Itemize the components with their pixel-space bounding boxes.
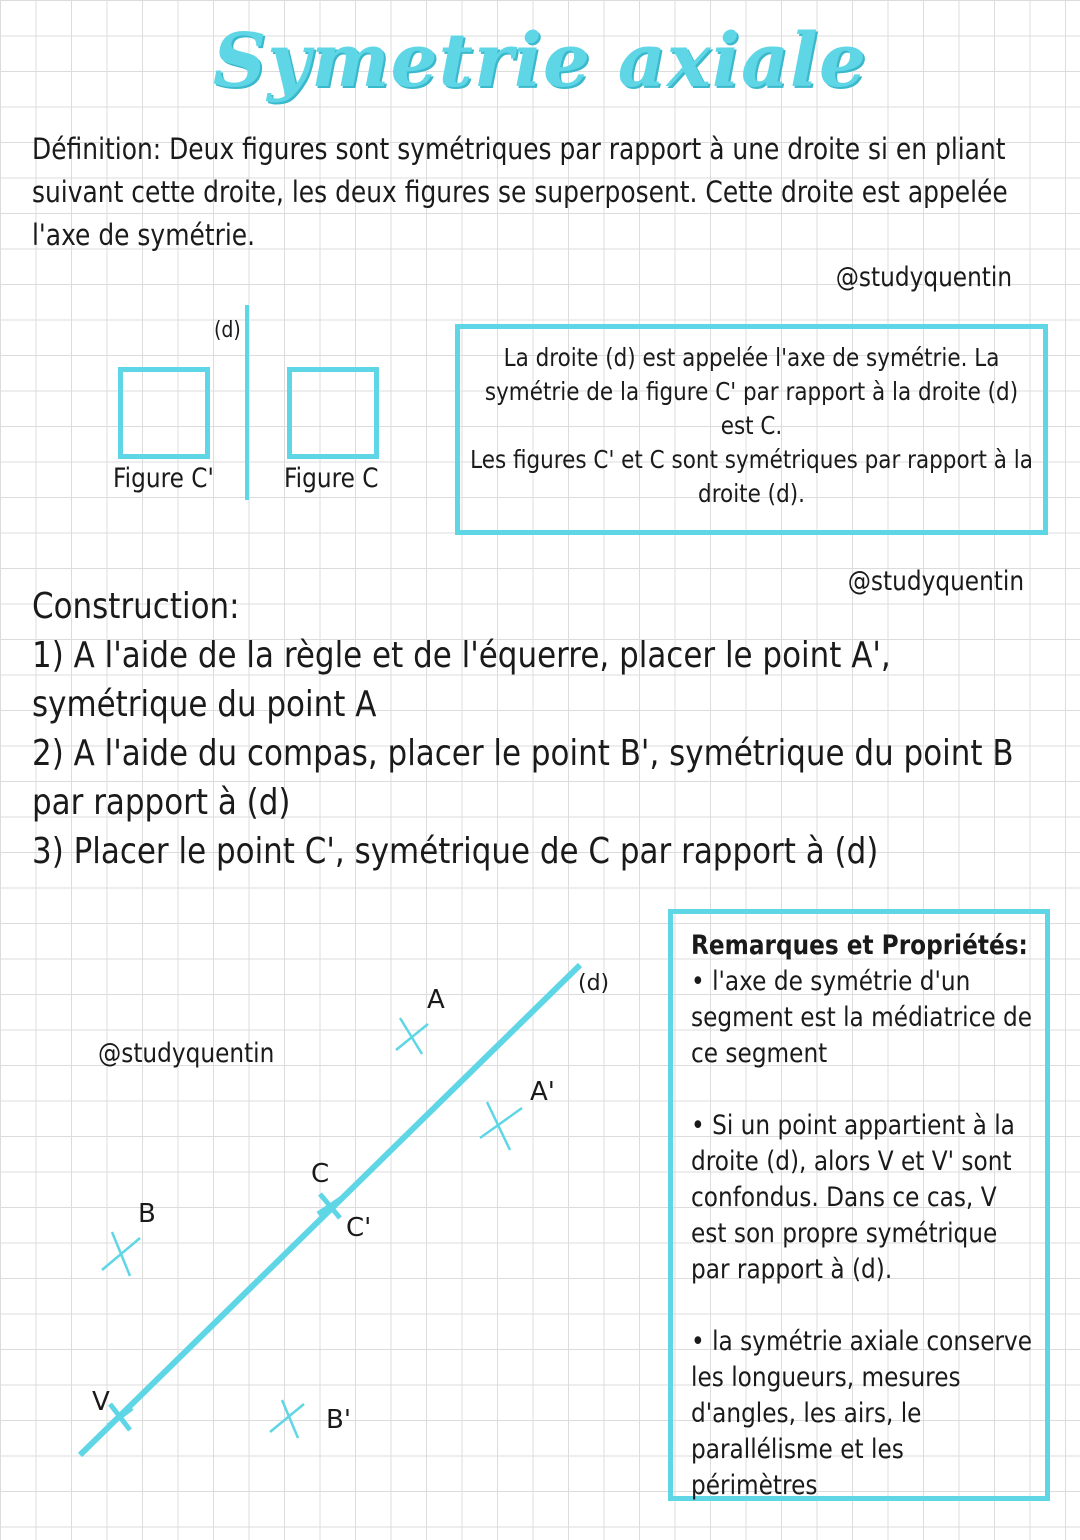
cross-a (396, 1018, 428, 1054)
watermark-2: @studyquentin (847, 566, 1024, 597)
page-title: Symetrie axiale (212, 18, 868, 104)
watermark-3: @studyquentin (98, 1038, 275, 1069)
label-v: V (92, 1387, 110, 1417)
construction-heading: Construction: (32, 586, 240, 627)
label-b: B (138, 1199, 156, 1229)
remark-item-3: • la symétrie axiale conserve les longueurs, mesures d'angles, les airs, le parallélisme et les périmètres (691, 1326, 1033, 1501)
label-a-prime: A' (530, 1077, 555, 1107)
definition-text: Définition: Deux figures sont symétriques par rapport à une droite si en pliant suivant cette droite, les deux figures se superposent. Cette droite est appelée l'axe de symétrie. (32, 132, 1008, 252)
box-text-1: La droite (d) est appelée l'axe de symétrie. La symétrie de la figure C' par rapport à la droite (d) est C. (484, 343, 1019, 440)
figure-c-label: Figure C (284, 463, 379, 494)
label-c: C (311, 1159, 330, 1189)
box-text-2: Les figures C' et C sont symétriques par rapport à la droite (d). (470, 445, 1033, 508)
cross-v (108, 1404, 132, 1430)
remarks-box (668, 909, 1050, 1501)
cross-c (318, 1194, 342, 1218)
construction-step-2: 2) A l'aide du compas, placer le point B', symétrique du point B par rapport à (d) (32, 733, 1014, 823)
watermark-1: @studyquentin (835, 262, 1012, 293)
cross-b-prime (270, 1400, 304, 1438)
remark-item-2: • Si un point appartient à la droite (d), alors V et V' sont confondus. Dans ce cas, V est son propre symétrique par rapport à (d). (691, 1110, 1015, 1285)
label-axis-d: (d) (578, 971, 610, 996)
axis-label: (d) (214, 318, 241, 343)
construction-step-3: 3) Placer le point C', symétrique de C par rapport à (d) (32, 831, 879, 872)
cross-b (102, 1232, 140, 1276)
figure-c-prime-label: Figure C' (113, 463, 214, 494)
remarks-heading: Remarques et Propriétés: (691, 930, 1028, 961)
label-a: A (427, 985, 445, 1015)
remark-item-1: • l'axe de symétrie d'un segment est la médiatrice de ce segment (691, 966, 1033, 1069)
cross-a-prime (480, 1102, 522, 1150)
label-c-prime: C' (346, 1213, 372, 1243)
label-b-prime: B' (326, 1405, 351, 1435)
construction-step-1: 1) A l'aide de la règle et de l'équerre, placer le point A', symétrique du point A (32, 635, 891, 725)
